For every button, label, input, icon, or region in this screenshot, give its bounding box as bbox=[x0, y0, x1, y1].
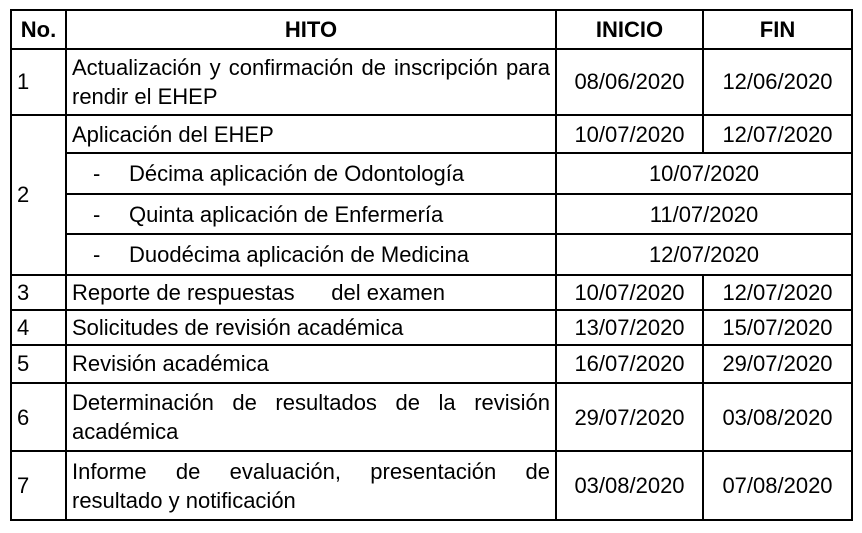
table-row bbox=[11, 49, 852, 115]
sub-dash: - bbox=[93, 201, 101, 227]
row-inicio: 08/06/2020 bbox=[556, 49, 703, 115]
row-hito: Actualización y confirmación de inscripción para rendir el EHEP bbox=[66, 49, 556, 115]
row-inicio: 10/07/2020 bbox=[556, 115, 703, 153]
row-hito: Reporte de respuestas del examen bbox=[66, 275, 556, 310]
sub-dash: - bbox=[93, 242, 101, 268]
sub-date: 11/07/2020 bbox=[556, 194, 852, 235]
row-inicio: 03/08/2020 bbox=[556, 451, 703, 520]
sub-dash: - bbox=[93, 161, 101, 187]
sub-hito-text: Quinta aplicación de Enfermería bbox=[129, 201, 444, 227]
sub-date: 10/07/2020 bbox=[556, 153, 852, 194]
row-fin: 07/08/2020 bbox=[703, 451, 852, 520]
sub-row bbox=[11, 234, 852, 275]
row-hito: Solicitudes de revisión académica bbox=[66, 310, 556, 344]
table-row bbox=[11, 383, 852, 451]
row-fin: 29/07/2020 bbox=[703, 345, 852, 383]
table-row bbox=[11, 310, 852, 344]
row-hito: Aplicación del EHEP bbox=[66, 115, 556, 153]
row-number: 4 bbox=[11, 310, 66, 344]
header-inicio: INICIO bbox=[556, 10, 703, 49]
row-inicio: 29/07/2020 bbox=[556, 383, 703, 451]
row-fin: 03/08/2020 bbox=[703, 383, 852, 451]
header-fin: FIN bbox=[703, 10, 852, 49]
sub-row bbox=[11, 153, 852, 194]
row-inicio: 16/07/2020 bbox=[556, 345, 703, 383]
row-hito: Informe de evaluación, presentación de resultado y notificación bbox=[66, 451, 556, 520]
row-number: 5 bbox=[11, 345, 66, 383]
row-hito: Determinación de resultados de la revisión académica bbox=[66, 383, 556, 451]
table-row bbox=[11, 451, 852, 520]
row-number: 2 bbox=[11, 115, 66, 275]
sub-row bbox=[11, 194, 852, 235]
row-hito: Revisión académica bbox=[66, 345, 556, 383]
row-number: 1 bbox=[11, 49, 66, 115]
header-no: No. bbox=[11, 10, 66, 49]
table-row bbox=[11, 115, 852, 153]
header-hito: HITO bbox=[66, 10, 556, 49]
sub-date: 12/07/2020 bbox=[556, 234, 852, 275]
row-number: 6 bbox=[11, 383, 66, 451]
sub-hito bbox=[66, 153, 556, 194]
schedule-table bbox=[10, 9, 853, 521]
row-fin: 12/07/2020 bbox=[703, 275, 852, 310]
table-row bbox=[11, 275, 852, 310]
row-fin: 15/07/2020 bbox=[703, 310, 852, 344]
row-number: 3 bbox=[11, 275, 66, 310]
table-row bbox=[11, 345, 852, 383]
sub-hito bbox=[66, 194, 556, 235]
sub-hito-text: Duodécima aplicación de Medicina bbox=[129, 242, 469, 268]
row-inicio: 13/07/2020 bbox=[556, 310, 703, 344]
sub-hito bbox=[66, 234, 556, 275]
header-row bbox=[11, 10, 852, 49]
row-number: 7 bbox=[11, 451, 66, 520]
row-fin: 12/07/2020 bbox=[703, 115, 852, 153]
sub-hito-text: Décima aplicación de Odontología bbox=[129, 161, 465, 187]
row-fin: 12/06/2020 bbox=[703, 49, 852, 115]
row-inicio: 10/07/2020 bbox=[556, 275, 703, 310]
